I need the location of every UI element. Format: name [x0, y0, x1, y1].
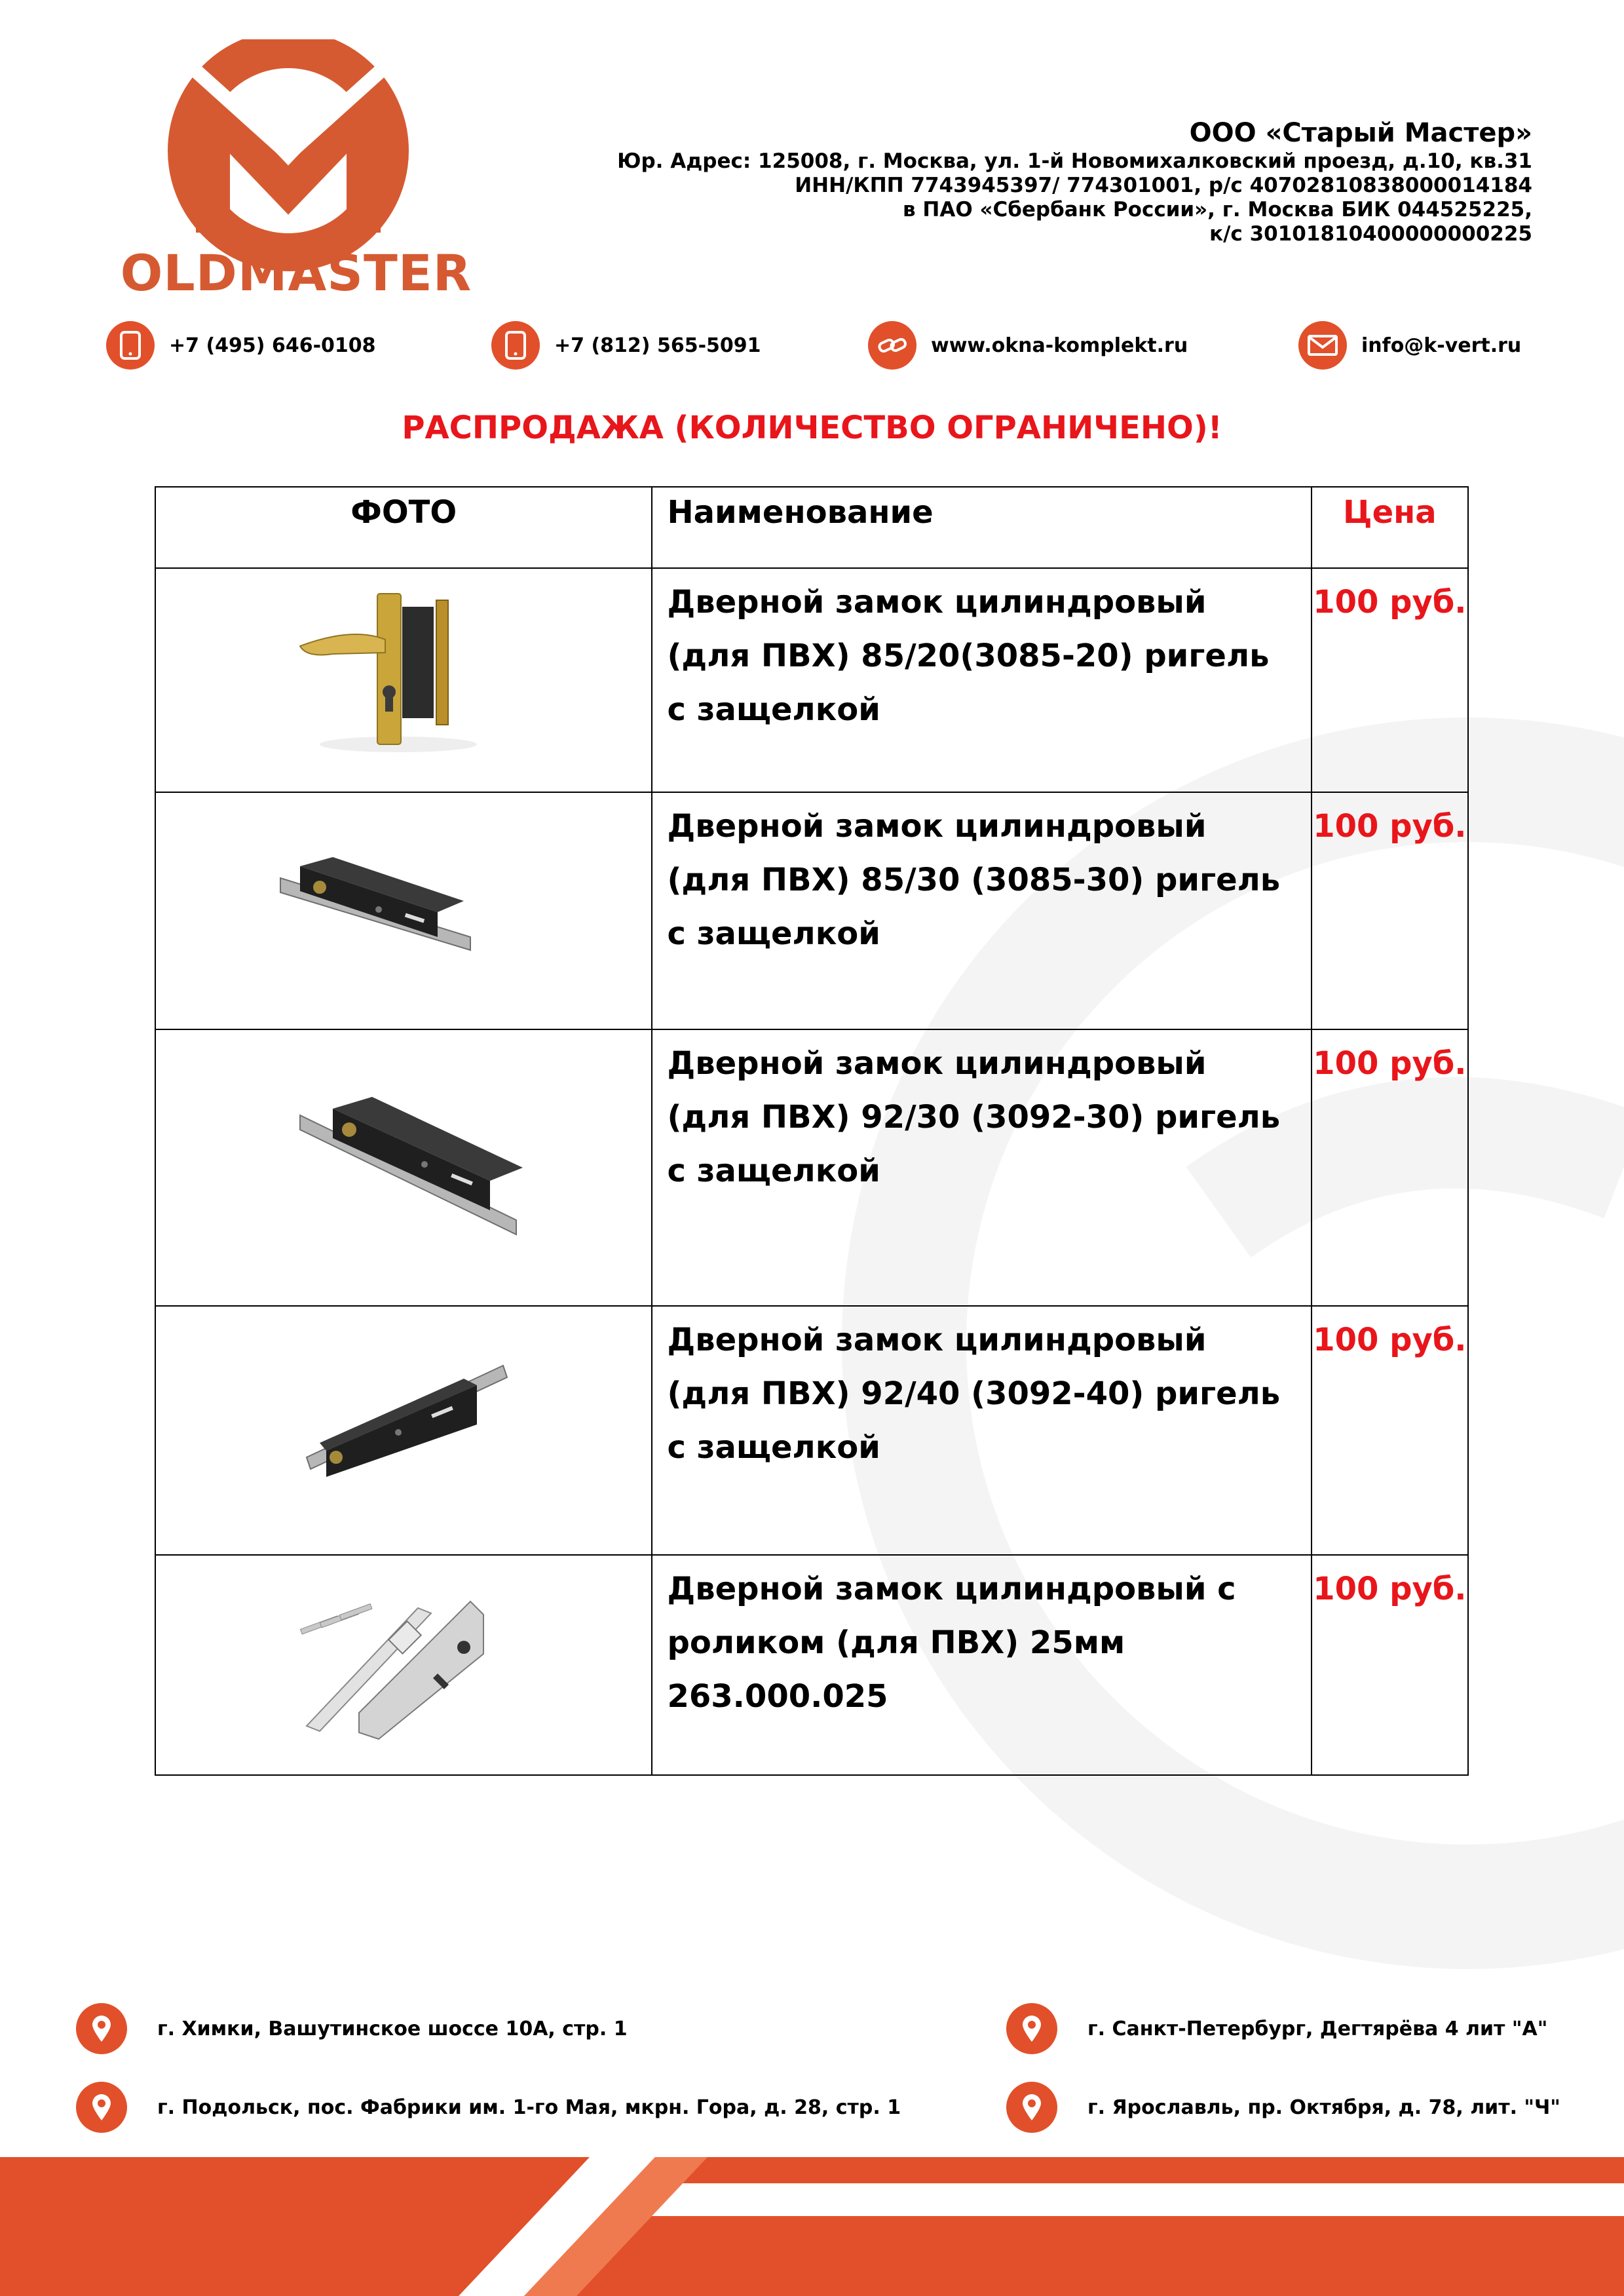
table-row [155, 1306, 1468, 1555]
product-price: 100 руб. [1312, 1029, 1468, 1306]
address-text: г. Ярославль, пр. Октября, д. 78, лит. "Ч" [1087, 2095, 1560, 2119]
location-pin-icon [76, 2003, 127, 2054]
phone-icon [491, 321, 540, 370]
table-row [155, 1029, 1468, 1306]
correspondent-account: к/с 30101810400000000225 [1209, 222, 1532, 246]
location-pin-icon [1006, 2082, 1057, 2133]
website-text: www.okna-komplekt.ru [931, 334, 1188, 357]
bank-info: в ПАО «Сбербанк России», г. Москва БИК 044525225, [902, 198, 1532, 221]
contact-website[interactable] [868, 321, 1188, 370]
sale-title: РАСПРОДАЖА (КОЛИЧЕСТВО ОГРАНИЧЕНО)! [402, 410, 1222, 446]
legal-address: Юр. Адрес: 125008, г. Москва, ул. 1-й Новомихалковский проезд, д.10, кв.31 [617, 149, 1532, 173]
product-photo [155, 1555, 652, 1775]
product-price: 100 руб. [1312, 1555, 1468, 1775]
product-photo [155, 568, 652, 792]
address-text: г. Химки, Вашутинское шоссе 10А, стр. 1 [157, 2017, 628, 2040]
company-name: ООО «Старый Мастер» [1189, 118, 1532, 148]
product-table [155, 486, 1469, 1776]
product-name: Дверной замок цилиндровый с роликом (для ПВХ) 25мм 263.000.025 [652, 1555, 1311, 1775]
mortise-lock-image [293, 1089, 608, 1259]
table-row [155, 1555, 1468, 1775]
mortise-lock-image [274, 839, 628, 996]
email-text: info@k-vert.ru [1361, 334, 1522, 357]
address-khimki [76, 2003, 628, 2054]
column-header-price: Цена [1312, 487, 1468, 568]
column-header-photo: ФОТО [155, 487, 652, 568]
contact-email[interactable] [1298, 321, 1521, 370]
company-info [617, 117, 1532, 246]
table-header-row [155, 487, 1468, 568]
address-text: г. Подольск, пос. Фабрики им. 1-го Мая, мкрн. Гора, д. 28, стр. 1 [157, 2095, 901, 2119]
table-row [155, 792, 1468, 1029]
logo-wordmark: OLDMASTER [120, 244, 472, 302]
door-lock-handle-image [280, 581, 556, 777]
address-podolsk [76, 2082, 901, 2133]
location-pin-icon [76, 2082, 127, 2133]
product-price: 100 руб. [1312, 568, 1468, 792]
contact-phone-spb[interactable] [491, 321, 761, 370]
roller-lock-image [267, 1575, 595, 1759]
address-spb [1006, 2003, 1547, 2054]
product-price: 100 руб. [1312, 792, 1468, 1029]
link-icon [868, 321, 916, 370]
table-row [155, 568, 1468, 792]
address-text: г. Санкт-Петербург, Дегтярёва 4 лит "А" [1087, 2017, 1548, 2040]
product-photo [155, 792, 652, 1029]
phone-text: +7 (495) 646-0108 [169, 334, 376, 357]
inn-kpp: ИНН/КПП 7743945397/ 774301001, р/с 40702810838000014184 [795, 174, 1532, 197]
column-header-name: Наименование [652, 487, 1311, 568]
product-photo [155, 1306, 652, 1555]
phone-text: +7 (812) 565-5091 [554, 334, 761, 357]
product-name: Дверной замок цилиндровый (для ПВХ) 85/20(3085-20) ригель с защелкой [652, 568, 1311, 792]
phone-icon [106, 321, 155, 370]
product-name: Дверной замок цилиндровый (для ПВХ) 85/30 (3085-30) ригель с защелкой [652, 792, 1311, 1029]
footer-band [0, 2157, 1624, 2296]
mail-icon [1298, 321, 1347, 370]
address-yaroslavl [1006, 2082, 1560, 2133]
product-name: Дверной замок цилиндровый (для ПВХ) 92/40 (3092-40) ригель с защелкой [652, 1306, 1311, 1555]
contact-phone-moscow[interactable] [106, 321, 376, 370]
location-pin-icon [1006, 2003, 1057, 2054]
product-price: 100 руб. [1312, 1306, 1468, 1555]
product-name: Дверной замок цилиндровый (для ПВХ) 92/30 (3092-30) ригель с защелкой [652, 1029, 1311, 1306]
product-photo [155, 1029, 652, 1306]
mortise-lock-image [280, 1359, 647, 1490]
